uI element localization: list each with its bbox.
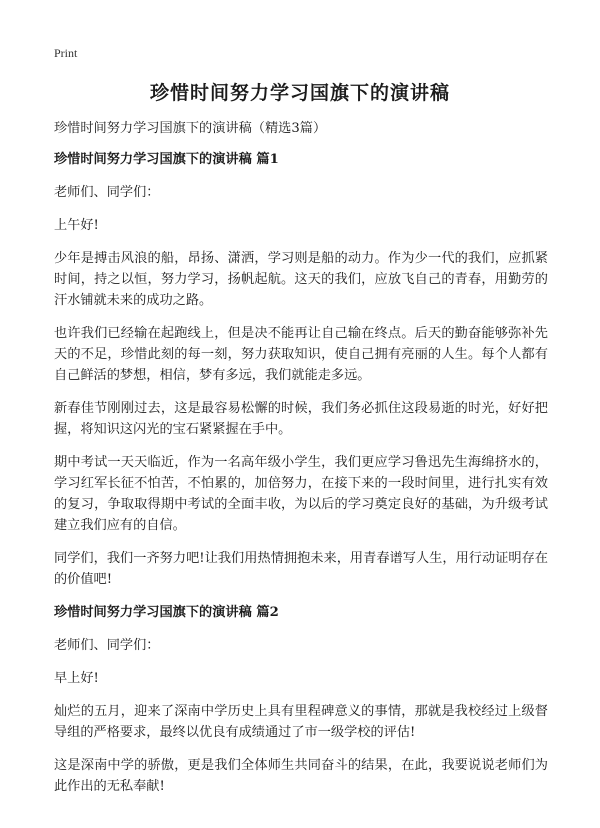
section-heading-1: 珍惜时间努力学习国旗下的演讲稿 篇1 [54, 152, 279, 167]
paragraph: 也许我们已经输在起跑线上，但是决不能再让自己输在终点。后天的勤奋能够弥补先天的不足，珍惜此刻的每一刻，努力获取知识，使自己拥有亮丽的人生。每个人都有自己鲜活的梦想，相信，梦有多远，我们就能走多远。 [54, 326, 548, 383]
paragraph: 上午好! [54, 218, 99, 233]
page-title: 珍惜时间努力学习国旗下的演讲稿 [149, 82, 450, 104]
paragraph: 早上好! [54, 671, 99, 686]
paragraph: 灿烂的五月，迎来了深南中学历史上具有里程碑意义的事情，那就是我校经过上级督导组的严格要求，最终以优良有成绩通过了市一级学校的评估! [54, 704, 548, 740]
document-subtitle: 珍惜时间努力学习国旗下的演讲稿（精选3篇） [54, 121, 327, 136]
paragraph: 期中考试一天天临近，作为一名高年级小学生，我们更应学习鲁迅先生海绵挤水的，学习红军长征不怕苦，不怕累的，加倍努力，在接下来的一段时间里，进行扎实有效的复习，争取取得期中考试的全面丰收，为以后的学习奠定良好的基础，为升级考试建立我们应有的自信。 [54, 455, 548, 533]
document-body [54, 118, 548, 809]
paragraph: 少年是搏击风浪的船，昂扬、潇洒，学习则是船的动力。作为少一代的我们，应抓紧时间，持之以恒，努力学习，扬帆起航。这天的我们，应放飞自己的青春，用勤劳的汗水铺就未来的成功之路。 [54, 251, 548, 308]
paragraph: 老师们、同学们： [54, 185, 160, 200]
paragraph: 这是深南中学的骄傲，更是我们全体师生共同奋斗的结果，在此，我要说说老师们为此作出的无私奉献! [54, 758, 548, 794]
paragraph: 新春佳节刚刚过去，这是最容易松懈的时候，我们务必抓住这段易逝的时光，好好把握，将知识这闪光的宝石紧紧握在手中。 [54, 401, 548, 437]
print-label: Print [54, 46, 78, 60]
section-heading-2: 珍惜时间努力学习国旗下的演讲稿 篇2 [54, 605, 279, 620]
paragraph: 同学们，我们一齐努力吧!让我们用热情拥抱未来，用青春谱写人生，用行动证明存在的价值吧! [54, 551, 548, 587]
paragraph: 老师们、同学们： [54, 638, 160, 653]
